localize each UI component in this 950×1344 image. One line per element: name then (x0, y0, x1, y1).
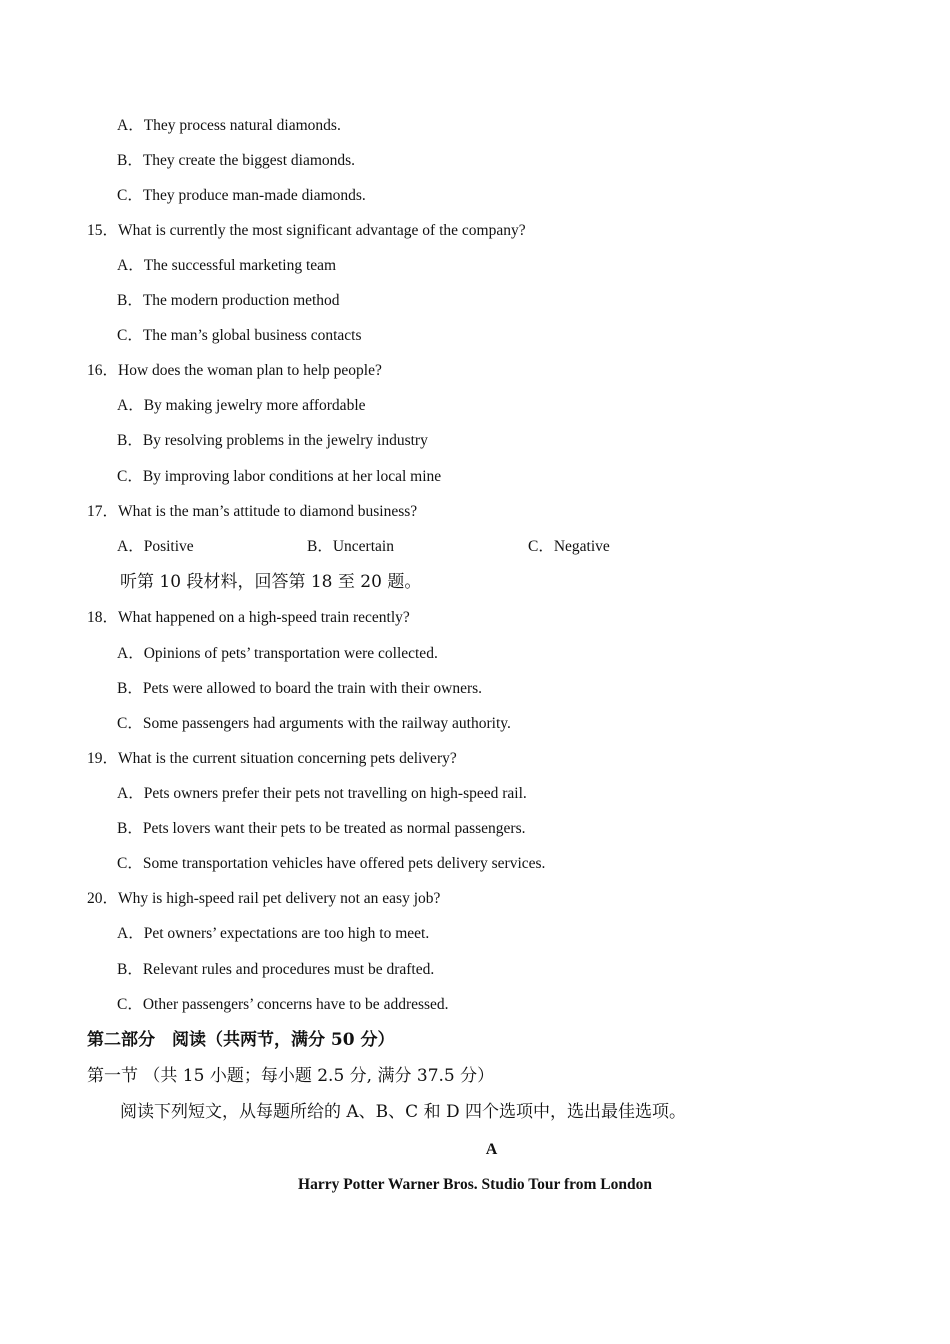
q16-option-a: A．By making jewelry more affordable (117, 397, 366, 414)
q18-option-c: C．Some passengers had arguments with the railway authority. (117, 715, 511, 732)
passage-letter: A (485, 1141, 498, 1158)
q17-option-b: B．Uncertain (307, 538, 394, 555)
q19-option-c: C．Some transportation vehicles have offered pets delivery services. (117, 855, 546, 872)
q15-option-b: B．The modern production method (117, 292, 340, 309)
q19-option-b: B．Pets lovers want their pets to be treated as normal passengers. (117, 820, 526, 837)
q15-option-a: A．The successful marketing team (117, 257, 337, 274)
q14-option-a: A．They process natural diamonds. (117, 117, 341, 134)
q16-option-b: B．By resolving problems in the jewelry industry (117, 432, 428, 449)
q19-option-a: A．Pets owners prefer their pets not travelling on high-speed rail. (117, 785, 527, 802)
q17-option-a: A．Positive (117, 538, 194, 555)
section1-heading: 第一节 （共 15 小题；每小题 2.5 分, 满分 37.5 分） (87, 1066, 495, 1086)
q15-option-c: C．The man’s global business contacts (117, 327, 362, 344)
q20-option-a: A．Pet owners’ expectations are too high to meet. (117, 925, 430, 942)
q19-question: 19．What is the current situation concerning pets delivery? (87, 750, 457, 767)
reading-instruction: 阅读下列短文，从每题所给的 A、B、C 和 D 四个选项中，选出最佳选项。 (120, 1102, 687, 1122)
q18-option-a: A．Opinions of pets’ transportation were collected. (117, 645, 438, 662)
section10-instruction: 听第 10 段材料，回答第 18 至 20 题。 (120, 572, 422, 592)
q15-question: 15．What is currently the most significant advantage of the company? (87, 222, 526, 239)
q14-option-c: C．They produce man-made diamonds. (117, 187, 366, 204)
q16-question: 16．How does the woman plan to help people? (87, 362, 382, 379)
q16-option-c: C．By improving labor conditions at her local mine (117, 468, 442, 485)
q20-question: 20．Why is high-speed rail pet delivery not an easy job? (87, 890, 441, 907)
part2-heading: 第二部分 阅读（共两节，满分 50 分） (87, 1030, 395, 1050)
passage-title: Harry Potter Warner Bros. Studio Tour from London (298, 1176, 652, 1193)
q14-option-b: B．They create the biggest diamonds. (117, 152, 356, 169)
q20-option-b: B．Relevant rules and procedures must be drafted. (117, 961, 435, 978)
q20-option-c: C．Other passengers’ concerns have to be addressed. (117, 996, 449, 1013)
q17-question: 17．What is the man’s attitude to diamond business? (87, 503, 418, 520)
q17-option-c: C．Negative (528, 538, 610, 555)
q18-question: 18．What happened on a high-speed train recently? (87, 609, 410, 626)
q18-option-b: B．Pets were allowed to board the train with their owners. (117, 680, 483, 697)
